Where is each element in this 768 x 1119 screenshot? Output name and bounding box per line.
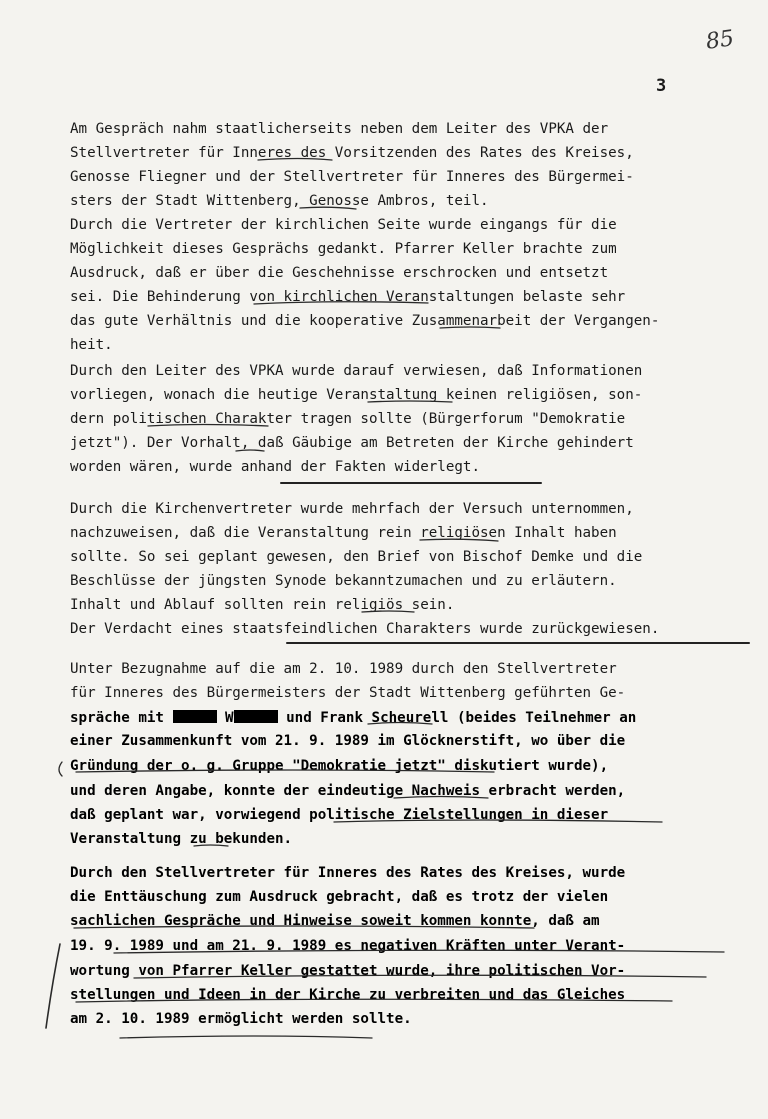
text-line: dern politischen Charakter tragen sollte (Bürgerforum "Demokratie <box>70 411 626 427</box>
text-line: sollte. So sei geplant gewesen, den Brief von Bischof Demke und die <box>70 549 643 565</box>
text-line: einer Zusammenkunft vom 21. 9. 1989 im Glöcknerstift, wo über die <box>70 733 626 749</box>
underline-mark <box>334 820 662 822</box>
text-line: jetzt"). Der Vorhalt, daß Gäubige am Betreten der Kirche gehindert <box>70 435 634 451</box>
underline-mark <box>148 425 268 427</box>
page-number: 3 <box>656 76 667 96</box>
text-line: sachlichen Gespräche und Hinweise soweit kommen konnte, daß am <box>70 913 600 929</box>
underline-mark <box>120 1036 372 1038</box>
text-line: Stellvertreter für Inneres des Vorsitzenden des Rates des Kreises, <box>70 145 634 161</box>
underline-mark <box>194 845 228 846</box>
text-line: Der Verdacht eines staatsfeindlichen Charakters wurde zurückgewiesen. <box>70 621 660 637</box>
text-line: daß geplant war, vorwiegend politische Zielstellungen in dieser <box>70 807 609 823</box>
text-line: Genosse Fliegner und der Stellvertreter für Inneres des Bürgermei- <box>70 169 634 185</box>
text-line: Am Gespräch nahm staatlicherseits neben dem Leiter des VPKA der <box>70 121 609 137</box>
underline-mark <box>440 327 500 328</box>
text-segment: spräche mit <box>70 710 173 726</box>
underline-mark <box>420 539 498 541</box>
text-line: Möglichkeit dieses Gesprächs gedankt. Pfarrer Keller brachte zum <box>70 241 617 257</box>
text-line: Unter Bezugnahme auf die am 2. 10. 1989 durch den Stellvertreter <box>70 661 617 677</box>
text-line: das gute Verhältnis und die kooperative Zusammenarbeit der Vergangen- <box>70 313 660 329</box>
text-line: und deren Angabe, konnte der eindeutige Nachweis erbracht werden, <box>70 783 626 799</box>
underline-mark <box>114 950 724 953</box>
text-line: Ausdruck, daß er über die Geschehnisse erschrocken und entsetzt <box>70 265 609 281</box>
underline-mark <box>300 207 356 209</box>
underline-mark <box>74 926 534 928</box>
underline-mark <box>76 999 672 1002</box>
text-line: für Inneres des Bürgermeisters der Stadt Wittenberg geführten Ge- <box>70 685 626 701</box>
underline-mark <box>134 975 706 978</box>
text-line: die Enttäuschung zum Ausdruck gebracht, daß es trotz der vielen <box>70 889 609 905</box>
text-line: Inhalt und Ablauf sollten rein religiös sein. <box>70 597 455 613</box>
margin-vertical-mark <box>46 944 60 1028</box>
text-line: wortung von Pfarrer Keller gestattet wurde, ihre politischen Vor- <box>70 963 626 979</box>
underline-mark <box>258 159 332 161</box>
underline-mark <box>394 797 488 799</box>
margin-bracket <box>59 762 62 776</box>
text-line: Durch die Kirchenvertreter wurde mehrfach der Versuch unternommen, <box>70 501 634 517</box>
underline-mark <box>76 770 494 772</box>
text-line: Veranstaltung zu bekunden. <box>70 831 293 847</box>
text-line: 19. 9. 1989 und am 21. 9. 1989 es negativen Kräften unter Verant- <box>70 938 626 954</box>
text-line: sei. Die Behinderung von kirchlichen Veranstaltungen belaste sehr <box>70 289 626 305</box>
text-segment: und Frank Scheurell (beides Teilnehmer an <box>277 710 637 726</box>
text-line: stellungen und Ideen in der Kirche zu verbreiten und das Gleiches <box>70 987 626 1003</box>
text-line: sters der Stadt Wittenberg, Genosse Ambros, teil. <box>70 193 489 209</box>
underline-mark <box>362 611 414 612</box>
text-line: worden wären, wurde anhand der Fakten widerlegt. <box>70 459 480 475</box>
text-segment: W <box>216 710 234 726</box>
text-line: nachzuweisen, daß die Veranstaltung rein religiösen Inhalt haben <box>70 525 617 541</box>
underline-mark <box>368 723 432 725</box>
underline-mark <box>236 450 264 451</box>
underline-mark <box>254 302 428 304</box>
text-line: vorliegen, wonach die heutige Veranstaltung keinen religiösen, son- <box>70 387 643 403</box>
archive-page-number: 85 <box>704 26 736 55</box>
text-line: Gründung der o. g. Gruppe "Demokratie jetzt" diskutiert wurde), <box>70 758 609 774</box>
text-line: Durch den Leiter des VPKA wurde darauf verwiesen, daß Informationen <box>70 363 643 379</box>
text-line: Beschlüsse der jüngsten Synode bekanntzumachen und zu erläutern. <box>70 573 617 589</box>
text-line: Durch den Stellvertreter für Inneres des Rates des Kreises, wurde <box>70 865 626 881</box>
underline-mark <box>368 401 452 402</box>
text-line: heit. <box>70 337 113 353</box>
text-line: am 2. 10. 1989 ermöglicht werden sollte. <box>70 1011 412 1027</box>
text-line: Durch die Vertreter der kirchlichen Seite wurde eingangs für die <box>70 217 617 233</box>
